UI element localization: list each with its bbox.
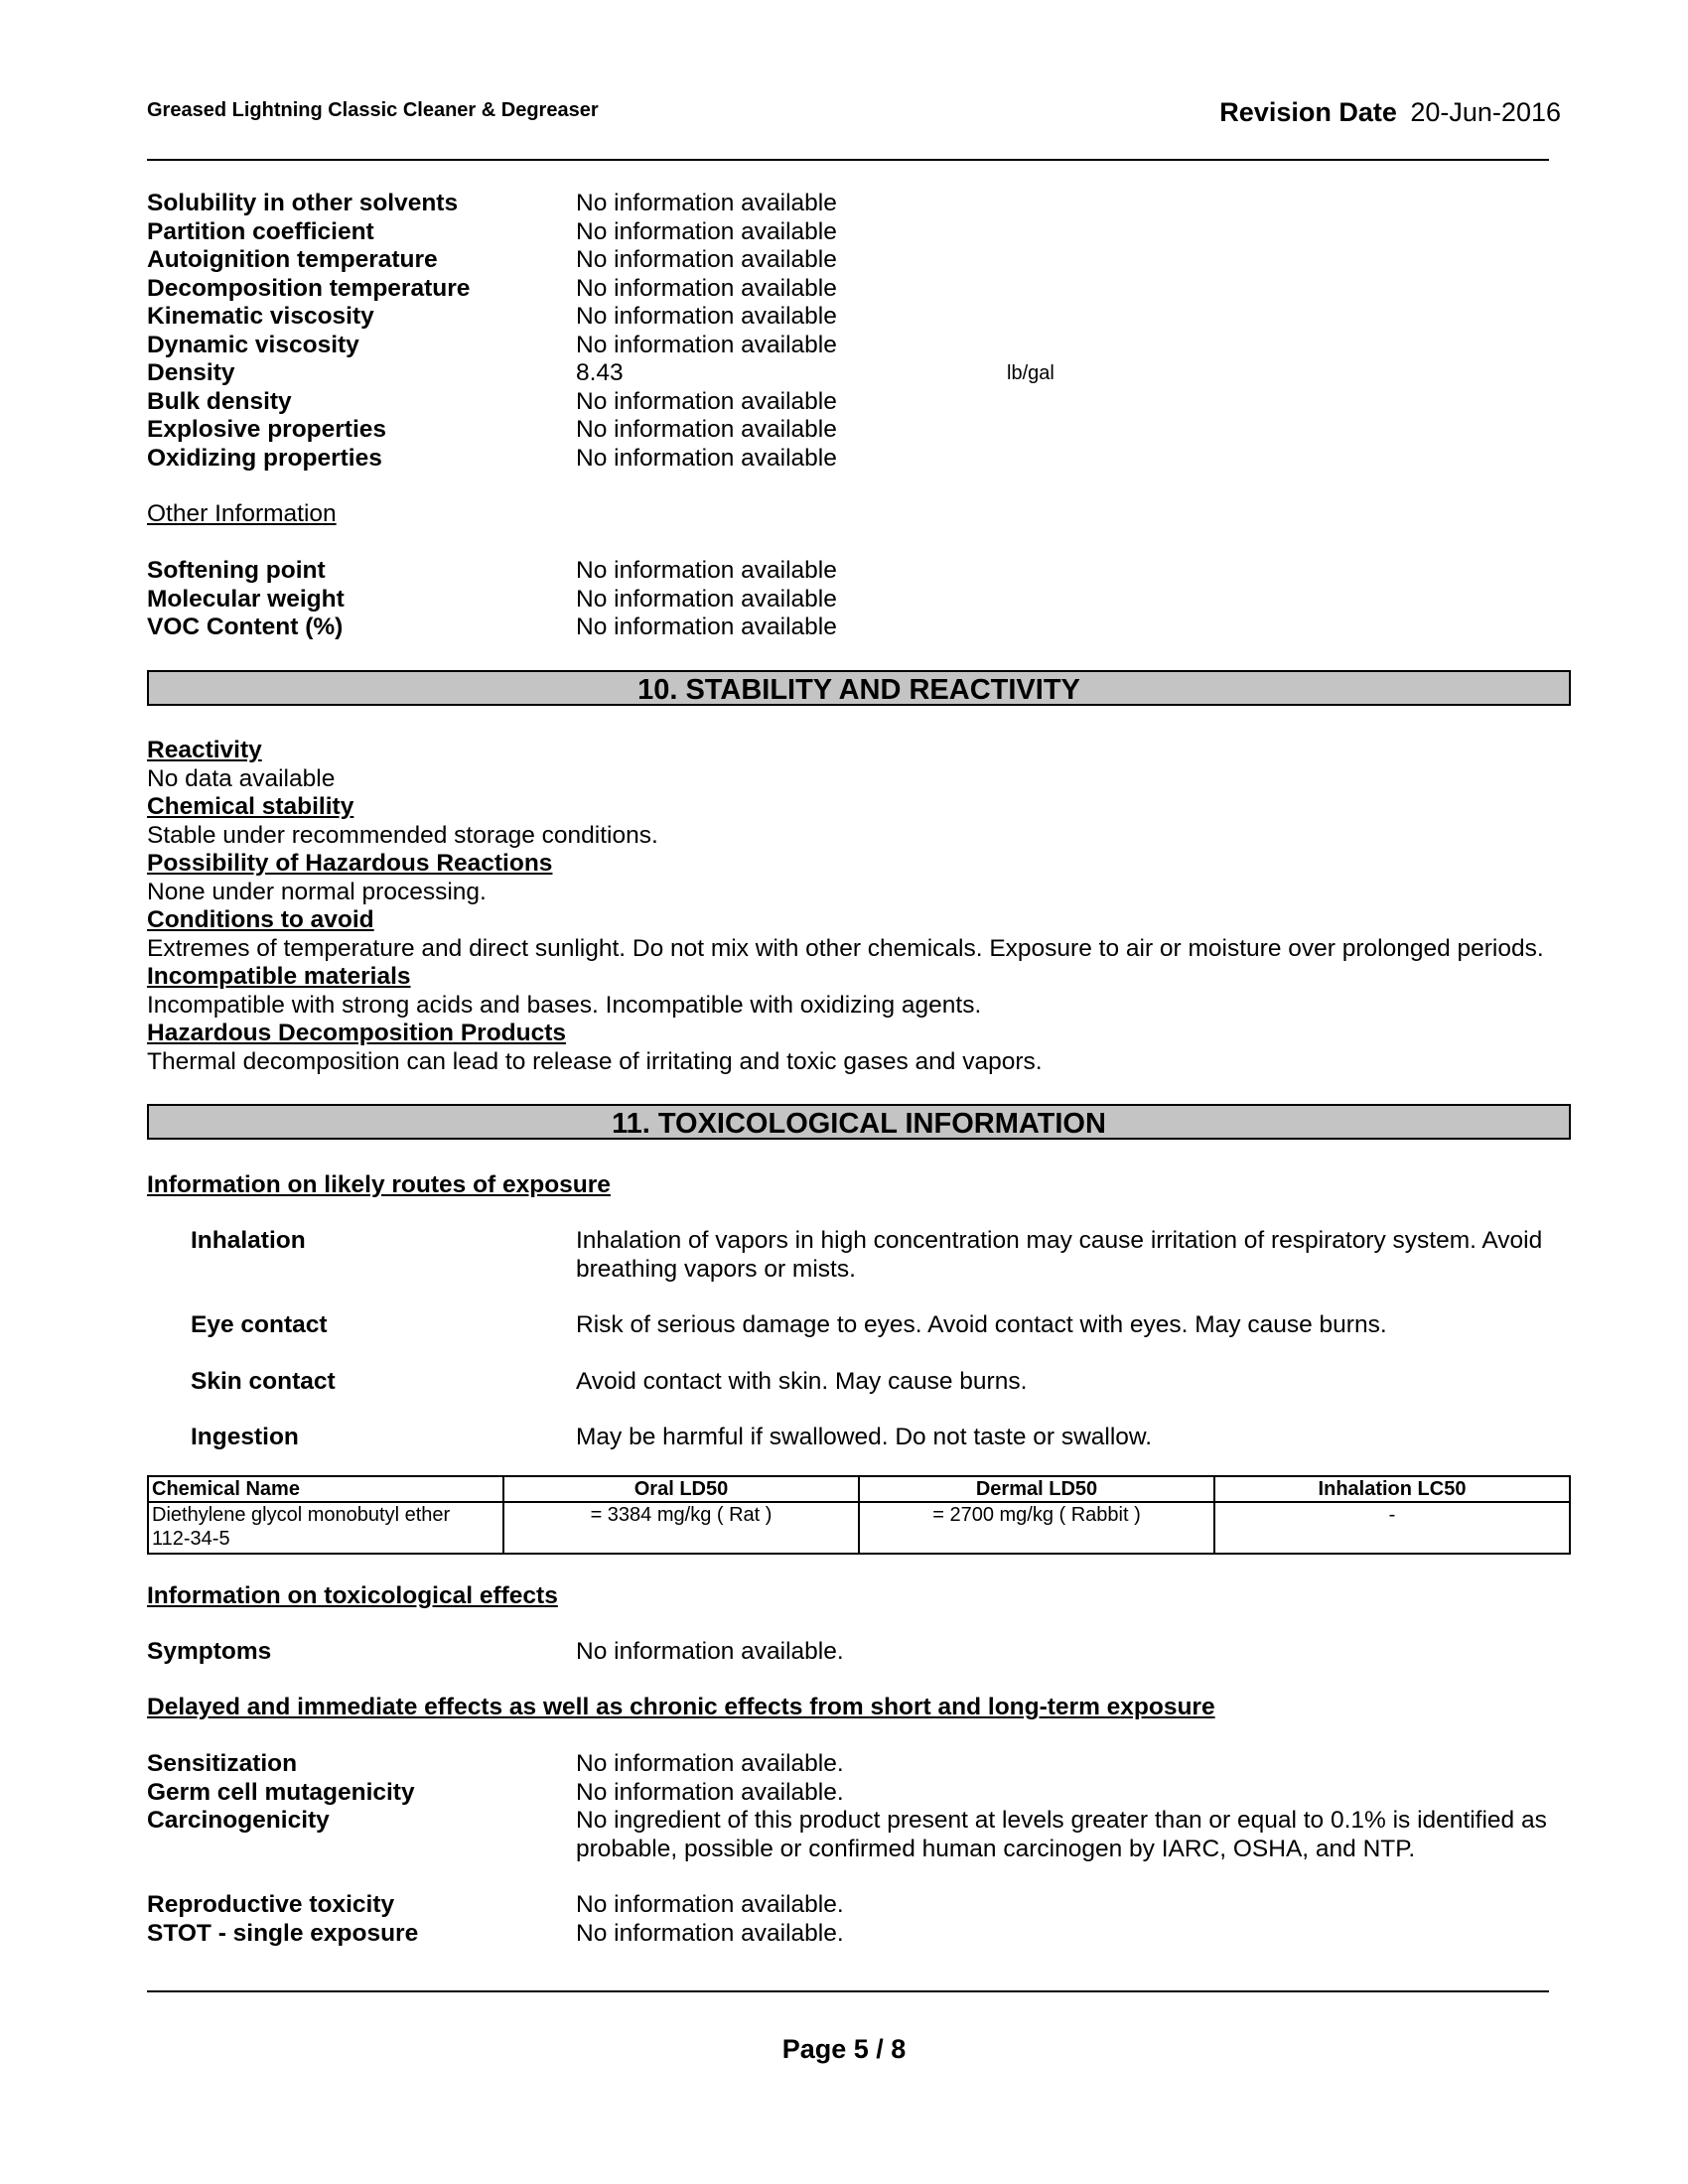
effects-heading: Information on toxicological effects [147, 1582, 558, 1609]
col-chemical-name: Chemical Name [148, 1476, 503, 1502]
decomposition-heading: Hazardous Decomposition Products [147, 1020, 567, 1046]
col-oral-ld50: Oral LD50 [503, 1476, 859, 1502]
oral-ld50-value: = 3384 mg/kg ( Rat ) [503, 1502, 859, 1554]
route-ingestion: Ingestion May be harmful if swallowed. Do not taste or swallow. [191, 1424, 1153, 1450]
effect-row: Carcinogenicity No ingredient of this product present at levels greater than or equal to 0.1% is identified as probable, possible or confirmed human carcinogen by IARC, OSHA, and NTP. [147, 1807, 1557, 1863]
property-row: Molecular weight No information available [147, 585, 837, 613]
inhalation-lc50-value: - [1214, 1502, 1570, 1554]
header-rule [147, 159, 1549, 161]
product-name: Greased Lightning Classic Cleaner & Degreaser [147, 99, 599, 121]
other-info-heading: Other Information [147, 500, 337, 527]
dermal-ld50-value: = 2700 mg/kg ( Rabbit ) [859, 1502, 1214, 1554]
cas-number: 112-34-5 [152, 1528, 230, 1550]
stability-text: Stable under recommended storage conditions. [147, 821, 658, 849]
routes-heading: Information on likely routes of exposure [147, 1171, 611, 1198]
reactivity-heading: Reactivity [147, 737, 262, 763]
property-row: Kinematic viscosity No information available [147, 303, 837, 330]
col-inhalation-lc50: Inhalation LC50 [1214, 1476, 1570, 1502]
incompatible-text: Incompatible with strong acids and bases. Incompatible with oxidizing agents. [147, 991, 982, 1019]
conditions-heading: Conditions to avoid [147, 906, 374, 933]
effect-row: Germ cell mutagenicity No information available. [147, 1778, 844, 1806]
section-11-title: 11. TOXICOLOGICAL INFORMATION [147, 1104, 1571, 1140]
effect-row: STOT - single exposure No information available. [147, 1919, 844, 1947]
property-row: Explosive properties No information available [147, 416, 837, 443]
reactivity-text: No data available [147, 764, 336, 792]
property-row: Solubility in other solvents No information available [147, 190, 837, 216]
chemical-cell [148, 1502, 503, 1554]
toxicity-table [147, 1475, 1571, 1555]
other-info-list [147, 557, 1557, 642]
table-row [148, 1502, 1570, 1554]
property-row: Dynamic viscosity No information available [147, 331, 837, 358]
property-row: Autoignition temperature No information available [147, 246, 837, 273]
property-row: Density 8.43 lb/gal [147, 359, 1055, 386]
revision-label: Revision Date [1219, 97, 1397, 127]
carcinogenicity-text: No ingredient of this product present at levels greater than or equal to 0.1% is identified as probable, possible or confirmed human carcinogen by IARC, OSHA, and NTP. [576, 1807, 1547, 1862]
stability-list [147, 737, 1557, 1076]
hazardous-reactions-heading: Possibility of Hazardous Reactions [147, 850, 553, 877]
effects-list-2 [147, 1891, 1557, 1948]
route-skin-contact: Skin contact Avoid contact with skin. May cause burns. [191, 1368, 1028, 1395]
effect-row: Sensitization No information available. [147, 1750, 844, 1777]
conditions-text: Extremes of temperature and direct sunlight. Do not mix with other chemicals. Exposure to air or moisture over prolonged periods. [147, 934, 1544, 962]
effect-row: Reproductive toxicity No information available. [147, 1891, 844, 1918]
hazardous-reactions-text: None under normal processing. [147, 878, 487, 905]
property-row: VOC Content (%) No information available [147, 614, 837, 640]
delayed-effects-heading: Delayed and immediate effects as well as chronic effects from short and long-term exposure [147, 1694, 1215, 1720]
density-unit: lb/gal [1007, 362, 1055, 384]
property-row: Partition coefficient No information available [147, 217, 837, 245]
page-number: Page 5 / 8 [781, 2034, 907, 2064]
route-eye-contact: Eye contact Risk of serious damage to eyes. Avoid contact with eyes. May cause burns. [191, 1311, 1387, 1338]
route-inhalation: Inhalation Inhalation of vapors in high concentration may cause irritation of respiratory system. Avoid breathing vapors or mists. [191, 1227, 1543, 1283]
chemical-name: Diethylene glycol monobutyl ether [152, 1504, 451, 1526]
symptoms-row: Symptoms No information available. [147, 1638, 844, 1665]
property-row: Decomposition temperature No information available [147, 274, 837, 302]
decomposition-text: Thermal decomposition can lead to release of irritating and toxic gases and vapors. [147, 1047, 1043, 1075]
property-row: Oxidizing properties No information available [147, 444, 837, 472]
property-row: Softening point No information available [147, 557, 837, 584]
table-header-row [148, 1476, 1570, 1502]
col-dermal-ld50: Dermal LD50 [859, 1476, 1214, 1502]
property-row: Bulk density No information available [147, 387, 837, 415]
revision-value: 20-Jun-2016 [1410, 97, 1561, 127]
properties-list [147, 190, 1557, 473]
effects-list [147, 1750, 1557, 1863]
stability-heading: Chemical stability [147, 793, 354, 820]
revision-date [1219, 97, 1561, 128]
incompatible-heading: Incompatible materials [147, 963, 411, 990]
section-10-title: 10. STABILITY AND REACTIVITY [147, 670, 1571, 706]
footer-rule [147, 1990, 1549, 1992]
